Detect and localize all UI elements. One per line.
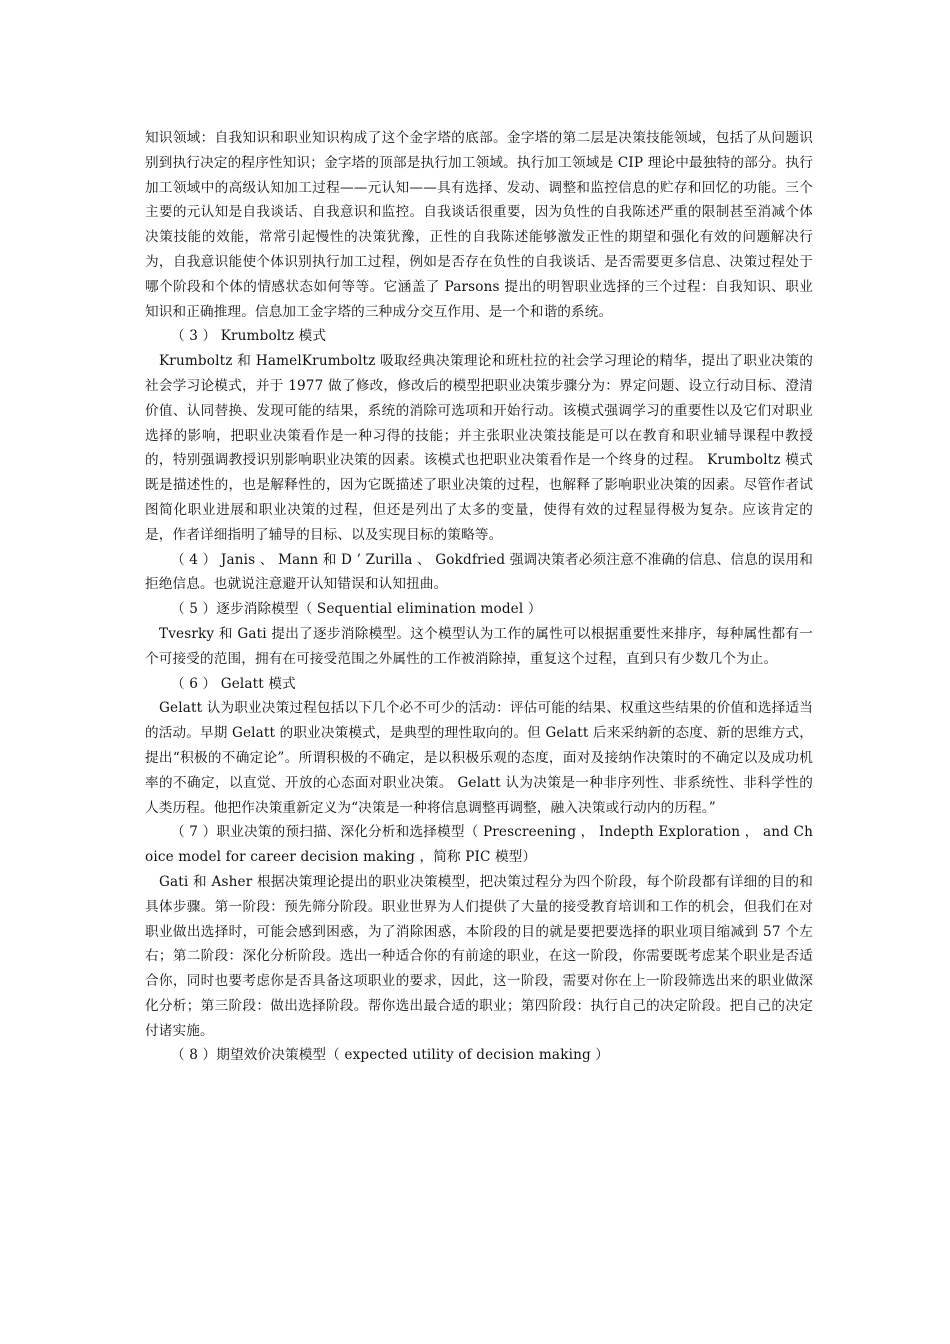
paragraph-sequential-elimination: Tvesrky 和 Gati 提出了逐步消除模型。这个模型认为工作的属性可以根据重要性来排序，每种属性都有一个可接受的范围，拥有在可接受范围之外属性的工作被消除掉，重复这个过程，直到只有少数几个为止。 <box>145 625 813 667</box>
paragraph-krumboltz: Krumboltz 和 HamelKrumboltz 吸取经典决策理论和班杜拉的社会学习理论的精华，提出了职业决策的社会学习论模式，并于 1977 做了修改，修改后的模型把职业决策步骤分为：界定问题、设立行动目标、澄清价值、认同替换、发现可能的结果，系统的消除可选项和开始行动。该模式强调学习的重要性以及它们对职业选择的影响，把职业决策看作是一种习得的技能；并主张职业决策技能是可以在教育和职业辅导课程中教授的，特别强调教授识别影响职业决策的因素。该模式也把职业决策看作是一个终身的过程。 Krumboltz 模式既是描述性的，也是解释性的，因为它既描述了职业决策的过程，也解释了影响职业决策的因素。尽管作者试图简化职业进展和职业决策的过程，但还是列出了太多的变量，使得有效的过程显得极为复杂。应该肯定的是，作者详细指明了辅导的目标、以及实现目标的策略等。 <box>145 353 813 543</box>
paragraph-gelatt: Gelatt 认为职业决策过程包括以下几个必不可少的活动：评估可能的结果、权重这些结果的价值和选择适当的活动。早期 Gelatt 的职业决策模式，是典型的理性取向的。但 Gelatt 后来采纳新的态度、新的思维方式，提出“积极的不确定论”。所谓积极的不确定，是以积极乐观的态度，面对及接纳作决策时的不确定以及成功机率的不确定，以直觉、开放的心态面对职业决策。 Gelatt 认为决策是一种非序列性、非系统性、非科学性的人类历程。他把作决策重新定义为“决策是一种将信息调整再调整，融入决策或行动内的历程。” <box>145 700 813 816</box>
heading-expected-utility: （ 8 ）期望效价决策模型（ expected utility of decision making ） <box>171 1047 610 1064</box>
heading-janis-mann: （ 4 ） Janis 、 Mann 和 D ’ Zurilla 、 Gokdfried 强调决策者必须注意不准确的信息、信息的误用和拒绝信息。也就说注意避开认知错误和认知扭曲。 <box>145 551 813 593</box>
heading-krumboltz-model: （ 3 ） Krumboltz 模式 <box>171 328 327 345</box>
document-page <box>145 126 813 1068</box>
paragraph-pic-model: Gati 和 Asher 根据决策理论提出的职业决策模型，把决策过程分为四个阶段，每个阶段都有详细的目的和具体步骤。第一阶段：预先筛分阶段。职业世界为人们提供了大量的接受教育培训和工作的机会，但我们在对职业做出选择时，可能会感到困惑，为了消除困惑，本阶段的目的就是要把要选择的职业项目缩减到 57 个左右；第二阶段：深化分析阶段。选出一种适合你的有前途的职业，在这一阶段，你需要既考虑某个职业是否适合你，同时也要考虑你是否具备这项职业的要求，因此，这一阶段，需要对你在上一阶段筛选出来的职业做深化分析；第三阶段：做出选择阶段。帮你选出最合适的职业；第四阶段：执行自己的决定阶段。把自己的决定付诸实施。 <box>145 873 813 1039</box>
heading-pic-model: （ 7 ）职业决策的预扫描、深化分析和选择模型（ Prescreening ， Indepth Exploration ， and Choice model for career decision making ，简称 PIC 模型） <box>145 824 813 866</box>
heading-sequential-elimination: （ 5 ）逐步消除模型（ Sequential elimination model ） <box>171 601 542 618</box>
paragraph-cip-theory: 知识领域：自我知识和职业知识构成了这个金字塔的底部。金字塔的第二层是决策技能领域，包括了从问题识别到执行决定的程序性知识；金字塔的顶部是执行加工领域。执行加工领域是 CIP 理论中最独特的部分。执行加工领域中的高级认知加工过程——元认知——具有选择、发动、调整和监控信息的贮存和回忆的功能。三个主要的元认知是自我谈话、自我意识和监控。自我谈话很重要，因为负性的自我陈述严重的限制甚至消减个体决策技能的效能，常常引起慢性的决策犹豫，正性的自我陈述能够激发正性的期望和强化有效的问题解决行为，自我意识能使个体识别执行加工过程，例如是否存在负性的自我谈话、是否需要更多信息、决策过程处于哪个阶段和个体的情感状态如何等等。它涵盖了 Parsons 提出的明智职业选择的三个过程：自我知识、职业知识和正确推理。信息加工金字塔的三种成分交互作用、是一个和谐的系统。 <box>145 130 813 320</box>
heading-gelatt-model: （ 6 ） Gelatt 模式 <box>171 675 296 692</box>
